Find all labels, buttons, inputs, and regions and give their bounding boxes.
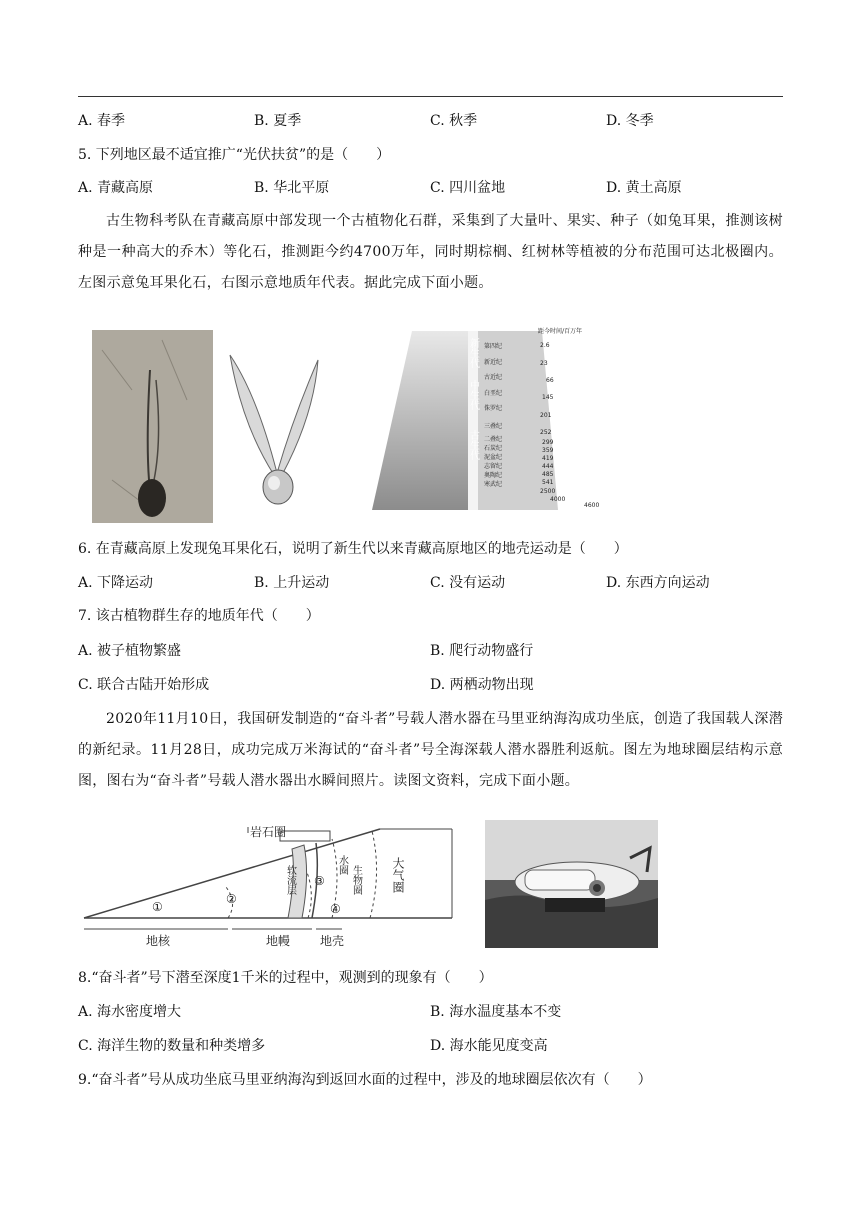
period-label: 新近纪 — [484, 359, 503, 366]
q6-option-a[interactable]: A. 下降运动 — [78, 575, 154, 591]
geologic-time-table — [372, 323, 618, 510]
submersible-photo — [485, 820, 658, 948]
q5-options — [78, 178, 783, 198]
geo-header: 距今时间/百万年 — [538, 328, 583, 335]
era-cenozoic: 新生代 — [467, 338, 479, 368]
q7-options-row2 — [78, 675, 783, 695]
period-label: 白垩纪 — [484, 390, 503, 397]
q5-option-a[interactable]: A. 青藏高原 — [78, 180, 154, 196]
q8-option-d[interactable]: D. 海水能见度变高 — [430, 1038, 548, 1054]
period-label: 奥陶纪 — [484, 472, 503, 479]
period-label: 侏罗纪 — [484, 405, 503, 412]
q9-stem: 9.“奋斗者”号从成功坐底马里亚纳海沟到返回水面的过程中，涉及的地球圈层依次有（ ） — [78, 1072, 652, 1088]
q8-stem: 8.“奋斗者”号下潜至深度1千米的过程中，观测到的现象有（ ） — [78, 970, 493, 986]
layer-num-3: ③ — [314, 874, 325, 888]
earth-layers-diagram — [80, 825, 460, 950]
era-mesozoic: 中生代 — [467, 380, 479, 410]
q4-option-a[interactable]: A. 春季 — [78, 113, 126, 129]
age-label: 66 — [546, 377, 554, 384]
passage-fossil: 古生物科考队在青藏高原中部发现一个古植物化石群，采集到了大量叶、果实、种子（如兔耳果，推测该树种是一种高大的乔木）等化石，推测距今约4700万年，同时期棕榈、红树林等植被的分布范围可达北极圈内。左图示意兔耳果化石，右图示意地质年代表。据此完成下面小题。 — [78, 213, 783, 291]
q5-option-c[interactable]: C. 四川盆地 — [430, 180, 506, 196]
age-label: 299 — [542, 439, 554, 446]
q8-option-b[interactable]: B. 海水温度基本不变 — [430, 1004, 562, 1020]
rabbit-ear-fruit-illustration — [222, 345, 322, 510]
q7-option-b[interactable]: B. 爬行动物盛行 — [430, 643, 534, 659]
crust-label: 地壳 — [320, 934, 345, 948]
layer-num-2: ② — [226, 892, 237, 906]
period-label: 志留纪 — [484, 463, 503, 470]
q4-option-d[interactable]: D. 冬季 — [606, 113, 654, 129]
soft-layer-label: 软流层 — [284, 865, 296, 895]
hydrosphere-label: 水圈 — [336, 855, 348, 875]
age-label: 419 — [542, 455, 554, 462]
biosphere-label: 生物圈 — [350, 865, 362, 895]
q8-options-row2 — [78, 1036, 783, 1056]
layer-num-1: ① — [152, 900, 163, 914]
age-label: 4600 — [584, 502, 600, 509]
q7-option-d[interactable]: D. 两栖动物出现 — [430, 677, 534, 693]
age-label: 2500 — [540, 488, 556, 495]
age-label: 2.6 — [540, 342, 550, 349]
atmosphere-label: 大气圈 — [391, 857, 405, 893]
period-label: 古近纪 — [484, 374, 503, 381]
q4-option-b[interactable]: B. 夏季 — [254, 113, 302, 129]
q7-options-row1 — [78, 641, 783, 661]
period-label: 泥盆纪 — [484, 454, 503, 461]
fossil-photo — [92, 330, 213, 523]
layer-num-4: ④ — [330, 902, 341, 916]
lithosphere-label: 岩石圈 — [250, 825, 287, 839]
q8-options-row1 — [78, 1002, 783, 1022]
q7-option-c[interactable]: C. 联合古陆开始形成 — [78, 677, 210, 693]
q6-option-b[interactable]: B. 上升运动 — [254, 575, 330, 591]
q8-option-c[interactable]: C. 海洋生物的数量和种类增多 — [78, 1038, 266, 1054]
q7-option-a[interactable]: A. 被子植物繁盛 — [78, 643, 182, 659]
core-label: 地核 — [146, 934, 171, 948]
q6-options — [78, 573, 783, 593]
age-label: 4000 — [550, 496, 566, 503]
age-label: 252 — [540, 429, 552, 436]
period-label: 寒武纪 — [484, 481, 503, 488]
period-label: 石炭纪 — [484, 445, 503, 452]
q4-options — [78, 111, 783, 131]
age-label: 23 — [540, 360, 548, 367]
q5-option-b[interactable]: B. 华北平原 — [254, 180, 330, 196]
q4-option-c[interactable]: C. 秋季 — [430, 113, 478, 129]
mantle-label: 地幔 — [266, 934, 291, 948]
top-rule — [78, 96, 783, 97]
period-label: 二叠纪 — [484, 436, 503, 443]
era-paleozoic: 古生代 — [467, 430, 479, 460]
age-label: 201 — [540, 412, 552, 419]
q6-option-c[interactable]: C. 没有运动 — [430, 575, 506, 591]
age-label: 485 — [542, 471, 554, 478]
age-label: 541 — [542, 479, 554, 486]
q8-option-a[interactable]: A. 海水密度增大 — [78, 1004, 182, 1020]
period-label: 第四纪 — [484, 343, 503, 350]
age-label: 145 — [542, 394, 554, 401]
passage-submersible: 2020年11月10日，我国研发制造的“奋斗者”号载人潜水器在马里亚纳海沟成功坐底，创造了我国载人深潜的新纪录。11月28日，成功完成万米海试的“奋斗者”号全海深载人潜水器胜利返航。图左为地球圈层结构示意图，图右为“奋斗者”号载人潜水器出水瞬间照片。读图文资料，完成下面小题。 — [78, 711, 783, 789]
age-label: 444 — [542, 463, 554, 470]
q5-stem: 5. 下列地区最不适宜推广“光伏扶贫”的是（ ） — [78, 147, 391, 163]
q7-stem: 7. 该古植物群生存的地质年代（ ） — [78, 608, 320, 624]
q6-stem: 6. 在青藏高原上发现兔耳果化石，说明了新生代以来青藏高原地区的地壳运动是（ ） — [78, 541, 628, 557]
q6-option-d[interactable]: D. 东西方向运动 — [606, 575, 710, 591]
q5-option-d[interactable]: D. 黄土高原 — [606, 180, 682, 196]
age-label: 359 — [542, 447, 554, 454]
period-label: 三叠纪 — [484, 423, 503, 430]
